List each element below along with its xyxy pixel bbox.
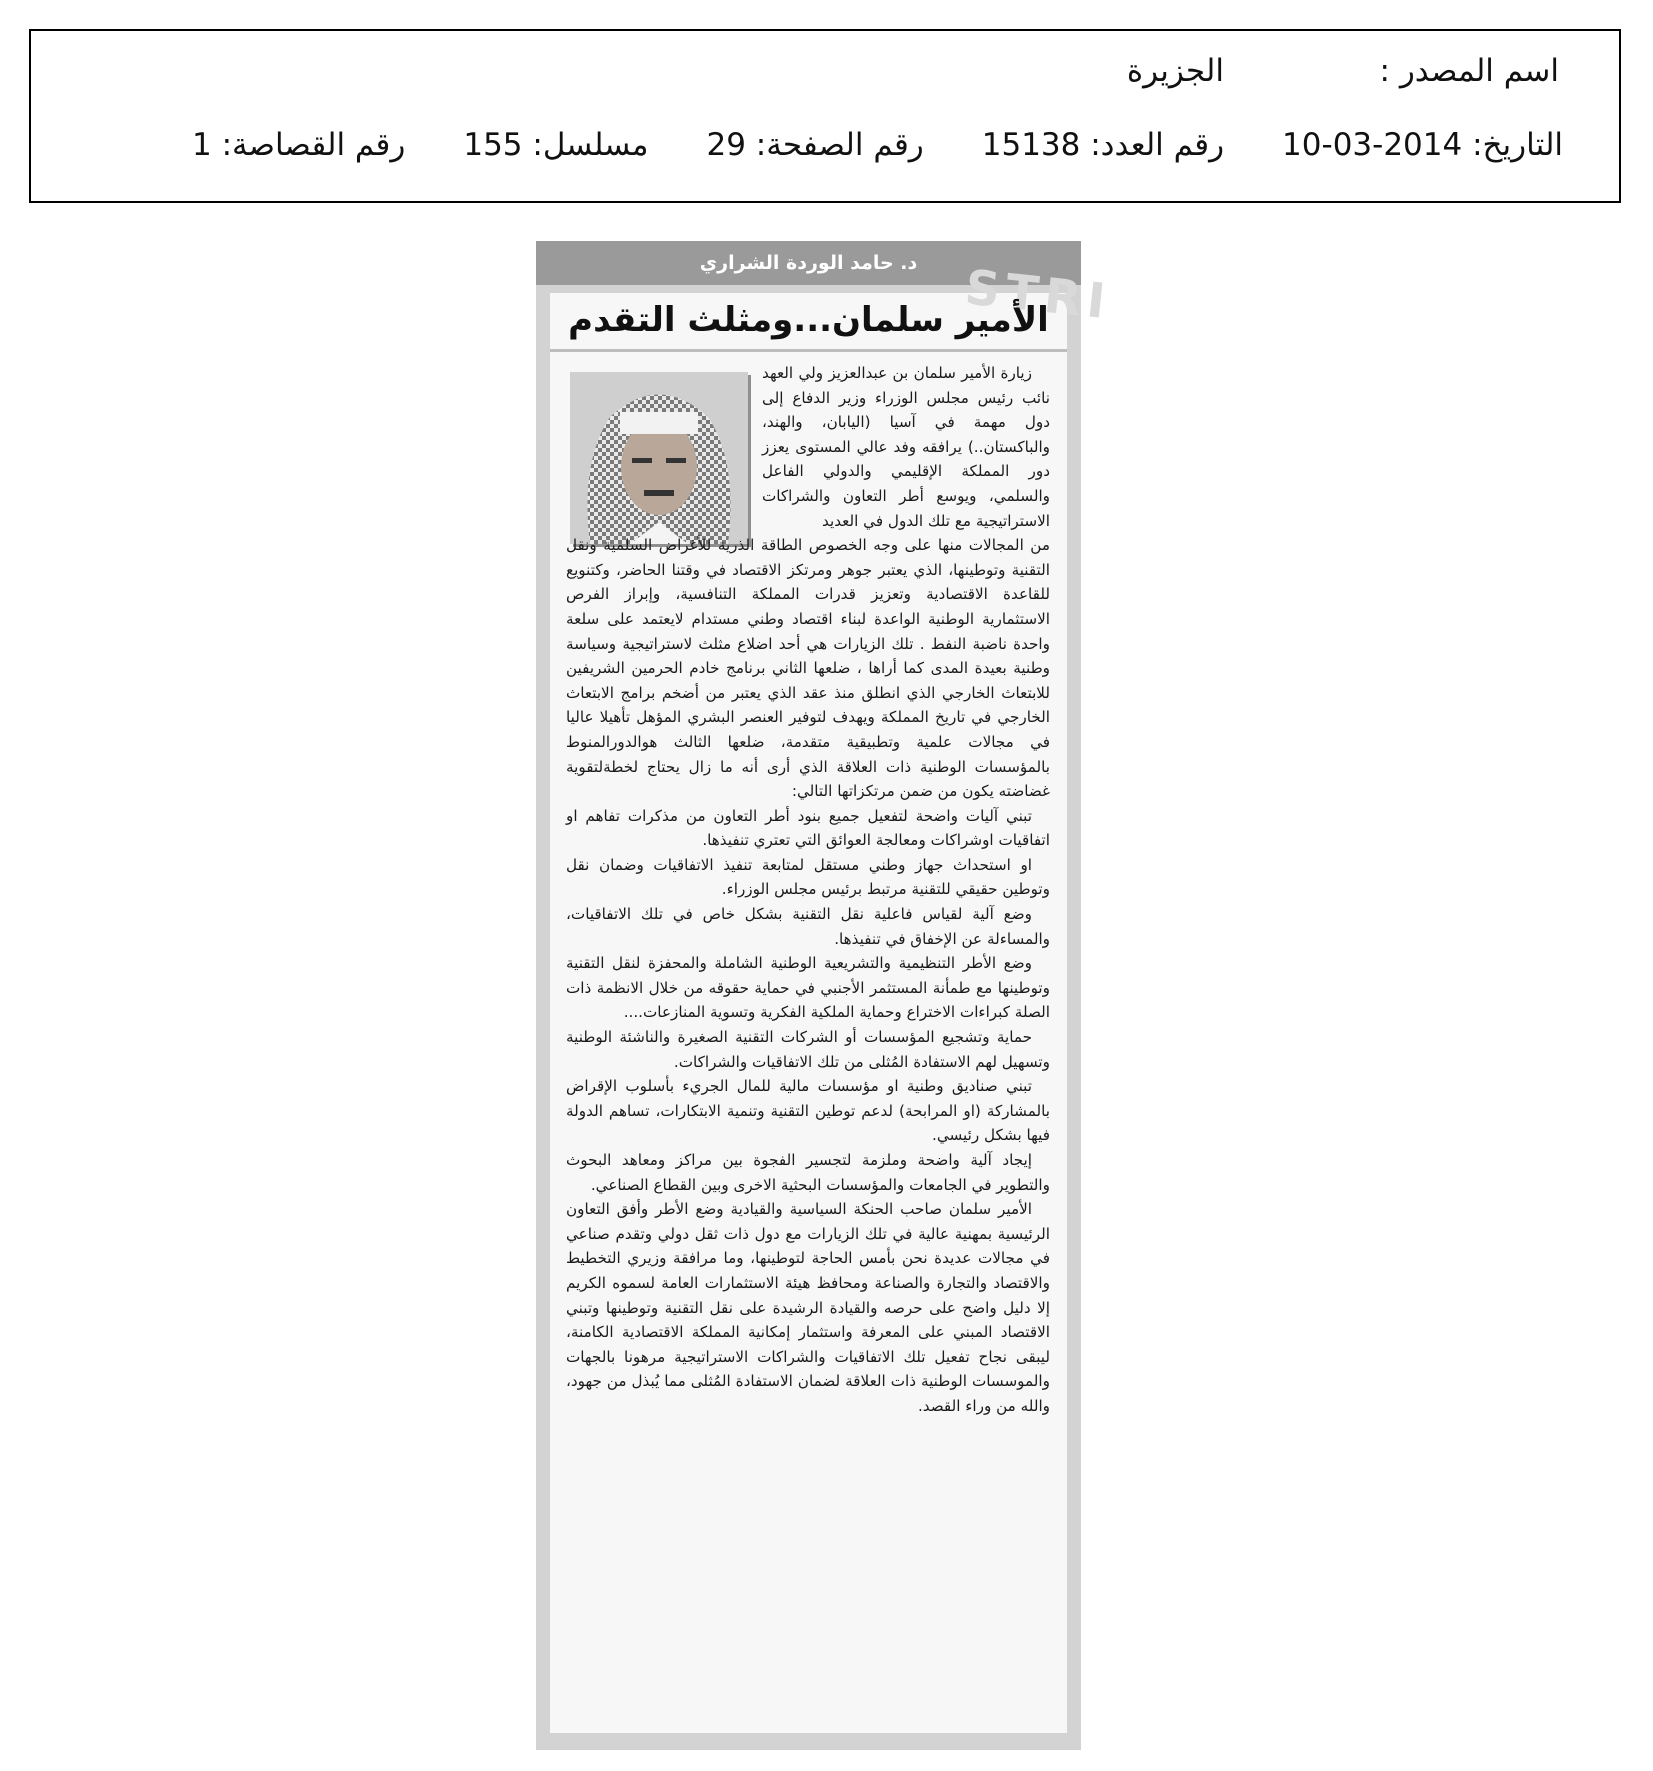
source-label: اسم المصدر : [1379, 53, 1559, 89]
article-paragraph: زيارة الأمير سلمان بن عبدالعزيز ولي العهد نائب رئيس مجلس الوزراء وزير الدفاع إلى دول مهمة في آسيا (اليابان، والهند، والباكستان..) يرافقه وفد عالي المستوى يعزز دور المملكة الإقليمي والدولي الفاعل والسلمي، ويوسع أطر التعاون والشراكات الاستراتيجية مع تلك الدول في العديد [762, 364, 1050, 530]
page-number-field: رقم الصفحة: 29 [706, 127, 924, 163]
article-headline: الأمير سلمان...ومثلث التقدم [568, 300, 1049, 340]
article-paragraph: إيجاد آلية واضحة وملزمة لتجسير الفجوة بين مراكز ومعاهد البحوث والتطوير في الجامعات والمؤسسات البحثية الاخرى وبين القطاع الصناعي. [566, 1151, 1050, 1194]
serial-field: مسلسل: 155 [463, 127, 649, 163]
article-paragraph: تبني صناديق وطنية او مؤسسات مالية للمال الجريء بأسلوب الإقراض بالمشاركة (او المرابحة) لدعم توطين التقنية وتنمية الابتكارات، تساهم الدولة فيها بشكل رئيسي. [566, 1077, 1050, 1145]
article-paragraph: حماية وتشجيع المؤسسات أو الشركات التقنية الصغيرة والناشئة الوطنية وتسهيل لهم الاستفادة المُثلى من تلك الاتفاقيات والشراكات. [566, 1028, 1050, 1071]
issue-number-field: رقم العدد: 15138 [981, 127, 1225, 163]
article-paragraph: وضع الأطر التنظيمية والتشريعية الوطنية الشاملة والمحفزة لنقل التقنية وتوطينها مع طمأنة المستثمر الأجنبي في حماية حقوقه من خلال الانظمة ذات الصلة كبراءات الاختراع وحماية الملكية الفكرية وتسوية المنازعات.... [566, 954, 1050, 1022]
article-body [566, 361, 1050, 1419]
metadata-row [192, 127, 1563, 163]
article-paragraph: من المجالات منها على وجه الخصوص الطاقة الذرية للأغراض السلمية ونقل التقنية وتوطينها، الذي يعتبر جوهر ومرتكز الاقتصاد في وقتنا الحاضر، وكتنويع للقاعدة الاقتصادية وتعزيز قدرات المملكة التنافسية، وإبراز الفرص الاستثمارية الوطنية الواعدة لبناء اقتصاد وطني مستدام لايعتمد على سلعة واحدة ناضبة النفط . تلك الزيارات هي أحد اضلاع مثلث لاستراتيجية وسياسة وطنية بعيدة المدى كما أراها ، ضلعها الثاني برنامج خادم الحرمين الشريفين للابتعاث الخارجي الذي انطلق منذ عقد الذي يعتبر من أضخم برامج الابتعاث الخارجي في تاريخ المملكة ويهدف لتوفير العنصر البشري المؤهل تأهيلا عاليا في مجالات علمية وتطبيقية متقدمة، ضلعها الثالث هوالدورالمنوط بالمؤسسات الوطنية ذات العلاقة الذي أرى أنه ما زال يحتاج لخطةلتقوية غضاضته يكون من ضمن مرتكزاتها التالي: [566, 536, 1050, 801]
article-paragraph: او استحداث جهاز وطني مستقل لمتابعة تنفيذ الاتفاقيات وضمان نقل وتوطين حقيقي للتقنية مرتبط برئيس مجلس الوزراء. [566, 855, 1050, 899]
author-byline: د. حامد الوردة الشراري [536, 241, 1081, 285]
article-lead-block [566, 361, 1050, 533]
date-field: التاريخ: 2014-03-10 [1282, 127, 1563, 163]
newspaper-clipping [536, 241, 1114, 1750]
article-paragraph: الأمير سلمان صاحب الحنكة السياسية والقيادية وضع الأطر وأفق التعاون الرئيسية بمهنية عالية في تلك الزيارات مع دول ذات ثقل دولي وتقدم صناعي في مجالات عديدة نحن بأمس الحاجة لتوطينها، وما مرافقة وزيري التخطيط والاقتصاد والتجارة والصناعة ومحافظ هيئة الاستثمارات العامة لسموه الكريم إلا دليل واضح على حرصه والقيادة الرشيدة على نقل التقنية وتوطينها وتبني الاقتصاد المبني على المعرفة واستثمار إمكانية المملكة الاقتصادية الكامنة، ليبقى نجاح تفعيل تلك الاتفاقيات والشراكات الاستراتيجية مرهونا بالجهات والموسسات الوطنية ذات العلاقة لضمان الاستفادة المُثلى مما يُبذل من جهود، والله من وراء القصد. [566, 1200, 1050, 1415]
headline-divider [550, 349, 1067, 352]
article-paragraph: تبني آليات واضحة لتفعيل جميع بنود أطر التعاون من مذكرات تفاهم او اتفاقيات اوشراكات ومعالجة العوائق التي تعتري تنفيذها. [566, 806, 1050, 850]
clip-number-field: رقم القصاصة: 1 [192, 127, 406, 163]
watermark-graphic: STRI [962, 259, 1114, 331]
clipping-metadata-box [29, 29, 1621, 203]
article-paragraph: وضع آلية لقياس فاعلية نقل التقنية بشكل خاص في تلك الاتفاقيات، والمساءلة عن الإخفاق في تنفيذها. [566, 905, 1050, 948]
source-value: الجزيرة [1126, 53, 1224, 89]
